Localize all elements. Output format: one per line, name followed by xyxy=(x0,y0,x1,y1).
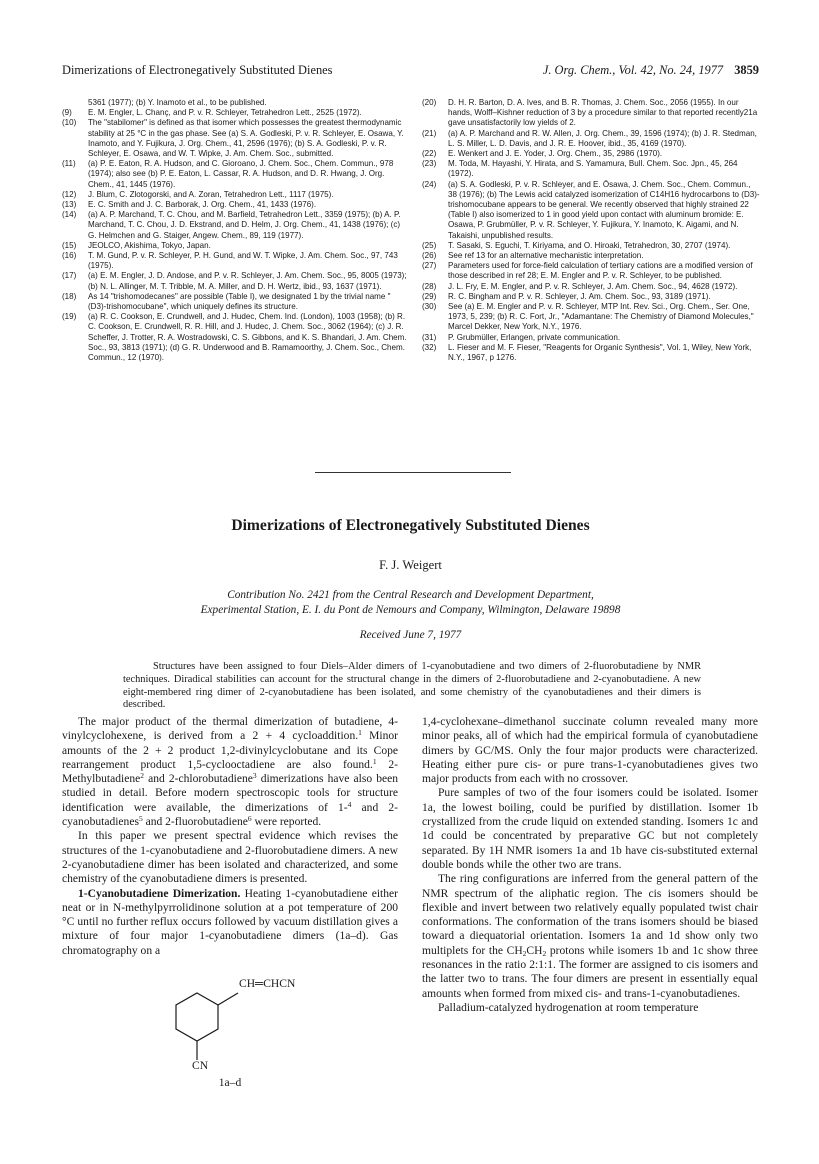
reference-number: (14) xyxy=(62,210,77,220)
running-head-citation xyxy=(543,63,759,78)
reference-text: The "stabilomer" is defined as that isomer which possesses the greatest thermodynamic stability at 25 °C in the gas phase. See (a) S. A. Godleski, P. v. R. Schleyer, E. Osawa, Y. Inamoto, and Y. Fujikura, J. Org. Chem., 41, 2596 (1976); (b) S. A. Godleski, P. v. R. Schleyer, E. Osawa, and W. T. Wipke, J. Am. Chem. Soc., submitted. xyxy=(88,118,404,159)
reference-number: (25) xyxy=(422,240,437,250)
article-author: F. J. Weigert xyxy=(379,558,442,572)
reference-text: (a) R. C. Cookson, E. Crundwell, and J. Hudec, Chem. Ind. (London), 1003 (1958); (b) R. C. Cookson, E. Crundwell, R. R. Hill, and J. Hudec, J. Chem. Soc., 3062 (1964); (c) J. R. Scheffer, J. Trotter, R. A. Wostradowski, C. S. Gibbons, and K. S. Bhandari, J. Am. Chem. Soc., 93, 3813 (1971); (d) G. R. Underwood and B. Ramamoorthy, J. Chem. Soc., Chem. Commun., 12 (1970). xyxy=(88,312,407,363)
reference-number: (15) xyxy=(62,240,77,250)
body-left-column xyxy=(62,715,398,1090)
references-left-column xyxy=(62,98,407,363)
reference-text: 5361 (1977); (b) Y. Inamoto et al., to be published. xyxy=(88,98,267,107)
reference-item xyxy=(422,159,760,179)
reference-text: D. H. R. Barton, D. A. Ives, and B. R. Thomas, J. Chem. Soc., 2056 (1955). In our hands, Wolff–Kishner reduction of 3 by a procedure similar to that reported recently21a gave unsatisfactorily low yields of 2. xyxy=(448,98,758,128)
reference-number: (29) xyxy=(422,291,437,301)
reference-item xyxy=(62,200,407,210)
received-date: Received June 7, 1977 xyxy=(359,629,462,641)
reference-item xyxy=(422,343,760,363)
reference-item xyxy=(62,292,407,312)
reference-item xyxy=(422,129,760,149)
page-number: 3859 xyxy=(734,63,759,77)
paragraph-gc-analysis: 1,4-cyclohexane–dimethanol succinate column revealed many more minor peaks, all of which had the empirical formula of cyanobutadiene dimers by GC/MS. Only the four major products were characterized. Heating either pure cis- or pure trans-1-cyanobutadienes gives two major products from each with no crossover. xyxy=(422,716,758,786)
affiliation-line-1: Contribution No. 2421 from the Central Research and Development Department, xyxy=(227,589,594,601)
reference-number: (10) xyxy=(62,118,77,128)
reference-number: (19) xyxy=(62,312,77,322)
reference-number: (17) xyxy=(62,271,77,281)
reference-text: (a) A. P. Marchand, T. C. Chou, and M. Barfield, Tetrahedron Lett., 3359 (1975); (b) A. P. Marchand, T. C. Chou, J. D. Ekstrand, and D. Helm, J. Org. Chem., 41, 1438 (1976); (c) G. Helmchen and G. Staiger, Angew. Chem., 89, 119 (1977). xyxy=(88,210,401,240)
reference-item xyxy=(422,180,760,241)
reference-item xyxy=(422,333,760,343)
reference-text: (a) S. A. Godleski, P. v. R. Schleyer, and E. Ōsawa, J. Chem. Soc., Chem. Commun., 38 (1976); (b) The Lewis acid catalyzed isomerization of C14H16 hydrocarbons to (D3)-trishomocubane appears to be general. We recently observed that highly strained 22 (Table I) also isomerized to 1 in good yield upon contact with aluminum bromide: E. Osawa, P. Grubmüller, P. v. R. Schleyer, Y. Fujikura, Y. Inamoto, K. Aigami, and N. Takaishi, unpublished results. xyxy=(448,179,760,240)
paragraph-scope: In this paper we present spectral evidence which revises the structures of the 1-cyanobutadiene and 2-fluorobutadiene dimers. A new 2-cyanobutadiene dimer has been isolated and characterized, and some chemistry of the cyanobutadiene dimers is presented. xyxy=(62,830,398,886)
substituent-vinyl-cyano: CH═CHCN xyxy=(239,978,296,991)
reference-number: (32) xyxy=(422,342,437,352)
reference-text: T. Sasaki, S. Eguchi, T. Kiriyama, and O. Hiroaki, Tetrahedron, 30, 2707 (1974). xyxy=(448,240,731,250)
journal-volume: Vol. 42, No. 24, 1977 xyxy=(618,63,724,77)
reference-item xyxy=(62,98,407,108)
structure-label: 1a–d xyxy=(218,1077,242,1090)
paragraph-ring-configuration: The ring configurations are inferred from the general pattern of the NMR spectrum of the aliphatic region. The cis isomers should be flexible and invert between two relatively equally populated twist chair conformations. The conformation of the trans isomers should be biased toward a diequatorial orientation. Isomers 1a and 1d show only two multiplets for the $CH_2CH_2$ protons while isomers 1b and 1c show three resonances in the ratio 2:1:1. The former are assigned to cis isomers and the latter two to trans. The four dimers are present in essentially equal amounts when formed from mixed cis- and trans-1-cyanobutadienes. xyxy=(422,873,758,1000)
reference-item xyxy=(422,261,760,281)
reference-item xyxy=(62,210,407,241)
reference-text: See (a) E. M. Engler and P. v. R. Schleyer, MTP Int. Rev. Sci., Org. Chem., Ser. One, 1973, 5, 239; (b) R. C. Fort, Jr., "Adamantane: The Chemistry of Diamond Molecules," Marcel Dekker, New York, N.Y., 1976. xyxy=(448,302,754,332)
reference-text: (a) E. M. Engler, J. D. Andose, and P. v. R. Schleyer, J. Am. Chem. Soc., 95, 8005 (1973); (b) N. L. Allinger, M. T. Tribble, M. A. Miller, and D. H. Wertz, ibid., 93, 1637 (1971). xyxy=(88,271,407,291)
reference-item xyxy=(422,292,760,302)
reference-item xyxy=(62,190,407,200)
reference-text: L. Fieser and M. F. Fieser, "Reagents for Organic Synthesis", Vol. 1, Wiley, New York, N.Y., 1967, p 1276. xyxy=(448,342,752,363)
reference-number: (9) xyxy=(62,108,72,118)
cyclohexane-ring-drawing xyxy=(62,960,398,1080)
abstract: Structures have been assigned to four Diels–Alder dimers of 1-cyanobutadiene and two dimers of 2-fluorobutadiene by NMR techniques. Diradical stabilities can account for the structural change in the dimers of 2-fluorobutadiene and 2-cyanobutadiene. A new eight-membered ring dimer of 2-cyanobutadiene has been isolated, and some chemistry of the cyanobutadienes and their dimers is described. xyxy=(123,661,701,711)
reference-item xyxy=(62,251,407,271)
reference-item xyxy=(62,241,407,251)
reference-number: (11) xyxy=(62,159,76,169)
section-heading: 1-Cyanobutadiene Dimerization. xyxy=(78,887,241,900)
reference-item xyxy=(422,302,760,333)
reference-item xyxy=(62,271,407,291)
reference-text: J. L. Fry, E. M. Engler, and P. v. R. Schleyer, J. Am. Chem. Soc., 94, 4628 (1972). xyxy=(448,281,738,291)
journal-name: J. Org. Chem., xyxy=(542,63,616,77)
reference-number: (22) xyxy=(422,149,437,159)
running-head-title: Dimerizations of Electronegatively Substituted Dienes xyxy=(62,63,333,77)
reference-text: E. C. Smith and J. C. Barborak, J. Org. Chem., 41, 1433 (1976). xyxy=(88,200,317,210)
body-right-column xyxy=(422,715,758,1015)
reference-text: JEOLCO, Akishima, Tokyo, Japan. xyxy=(88,240,211,250)
reference-item xyxy=(422,149,760,159)
reference-text: J. Blum, C. Zlotogorski, and A. Zoran, Tetrahedron Lett., 1117 (1975). xyxy=(88,189,334,199)
reference-item xyxy=(422,251,760,261)
paragraph-1-cyanobutadiene: 1-Cyanobutadiene Dimerization. Heating 1-cyanobutadiene either neat or in N-methylpyrrolidinone solution at a pot temperature of 200 °C until no further reflux occurs followed by vacuum distillation gives a mixture of four major 1-cyanobutadiene dimers (1a–d). Gas chromatography on a xyxy=(62,887,399,957)
reference-number: (18) xyxy=(62,291,77,301)
reference-number: (12) xyxy=(62,189,77,199)
reference-text: (a) A. P. Marchand and R. W. Allen, J. Org. Chem., 39, 1596 (1974); (b) J. R. Stedman, L. S. Miller, L. D. Davis, and J. R. E. Hoover, ibid., 35, 4169 (1970). xyxy=(448,128,757,148)
reference-number: (24) xyxy=(422,179,437,189)
reference-text: (a) P. E. Eaton, R. A. Hudson, and C. Gioroano, J. Chem. Soc., Chem. Commun., 978 (1974); also see (b) P. E. Eaton, L. Cassar, R. A. Hudson, and D. R. Hwang, J. Org. Chem., 41, 1445 (1976). xyxy=(88,159,394,189)
reference-item xyxy=(62,118,407,159)
reference-number: (13) xyxy=(62,200,77,210)
reference-number: (26) xyxy=(422,251,437,261)
reference-text: As 14 "trishomodecanes" are possible (Table I), we designated 1 by the trivial name "(D3)-trishomocubane", which uniquely defines its structure. xyxy=(88,291,391,312)
reference-number: (31) xyxy=(422,332,437,342)
reference-text: E. M. Engler, L. Chanç, and P. v. R. Schleyer, Tetrahedron Lett., 2525 (1972). xyxy=(88,108,362,118)
reference-text: M. Toda, M. Hayashi, Y. Hirata, and S. Yamamura, Bull. Chem. Soc. Jpn., 45, 264 (1972). xyxy=(448,159,738,179)
reference-text: Parameters used for force-field calculation of tertiary cations are a modified version of those described in ref 28; E. M. Engler and P. v. R. Schleyer, to be published. xyxy=(448,261,753,281)
affiliation-line-2: Experimental Station, E. I. du Pont de Nemours and Company, Wilmington, Delaware 19898 xyxy=(200,604,621,616)
reference-number: (30) xyxy=(422,302,437,312)
reference-item xyxy=(422,282,760,292)
reference-text: R. C. Bingham and P. v. R. Schleyer, J. Am. Chem. Soc., 93, 3189 (1971). xyxy=(448,291,711,301)
reference-item xyxy=(422,241,760,251)
reference-item xyxy=(422,98,760,129)
section-divider xyxy=(315,472,511,473)
article-title: Dimerizations of Electronegatively Substituted Dienes xyxy=(231,517,590,534)
reference-number: (16) xyxy=(62,251,77,261)
reference-item xyxy=(62,108,407,118)
paragraph-isomer-isolation: Pure samples of two of the four isomers could be isolated. Isomer 1a, the lowest boiling, could be purified by distillation. Isomer 1b crystallized from the crude liquid on extended standing. Isomers 1c and 1d could be concentrated by preparative GC but not completely separated. By 1H NMR isomers 1a and 1b have cis-substituted external double bonds while the other two are trans. xyxy=(422,787,758,871)
paragraph-intro: The major product of the thermal dimerization of butadiene, 4-vinylcyclohexene, is derived from a 2 + 4 cycloaddition.$^1$ Minor amounts of the 2 + 2 product 1,2-divinylcyclobutane and its Cope rearrangement product 1,5-cyclooctadiene are also found.$^1$ 2-Methylbutadiene$^2$ and 2-chlorobutadiene$^3$ dimerizations have also been studied in detail. Before modern spectroscopic tools for structure identification were available, the dimerizations of 1-$^4$ and 2-cyanobutadienes$^5$ and 2-fluorobutadiene$^6$ were reported. xyxy=(62,716,399,829)
reference-number: (28) xyxy=(422,281,437,291)
paragraph-hydrogenation: Palladium-catalyzed hydrogenation at room temperature xyxy=(438,1001,699,1014)
reference-number: (21) xyxy=(422,128,437,138)
structure-diagram-1a-d xyxy=(62,960,398,1080)
reference-number: (20) xyxy=(422,98,437,107)
reference-text: P. Grubmüller, Erlangen, private communication. xyxy=(448,332,621,342)
reference-item xyxy=(62,159,407,190)
running-head xyxy=(62,63,759,83)
reference-text: T. M. Gund, P. v. R. Schleyer, P. H. Gund, and W. T. Wipke, J. Am. Chem. Soc., 97, 743 (1975). xyxy=(88,251,398,271)
reference-number: (23) xyxy=(422,159,437,169)
reference-item xyxy=(62,312,407,363)
reference-text: See ref 13 for an alternative mechanistic interpretation. xyxy=(448,251,644,261)
substituent-cyano: CN xyxy=(192,1060,209,1073)
references-right-column xyxy=(422,98,760,363)
article-affiliation xyxy=(62,588,759,618)
reference-number: (27) xyxy=(422,261,437,271)
reference-text: E. Wenkert and J. E. Yoder, J. Org. Chem., 35, 2986 (1970). xyxy=(448,149,663,159)
